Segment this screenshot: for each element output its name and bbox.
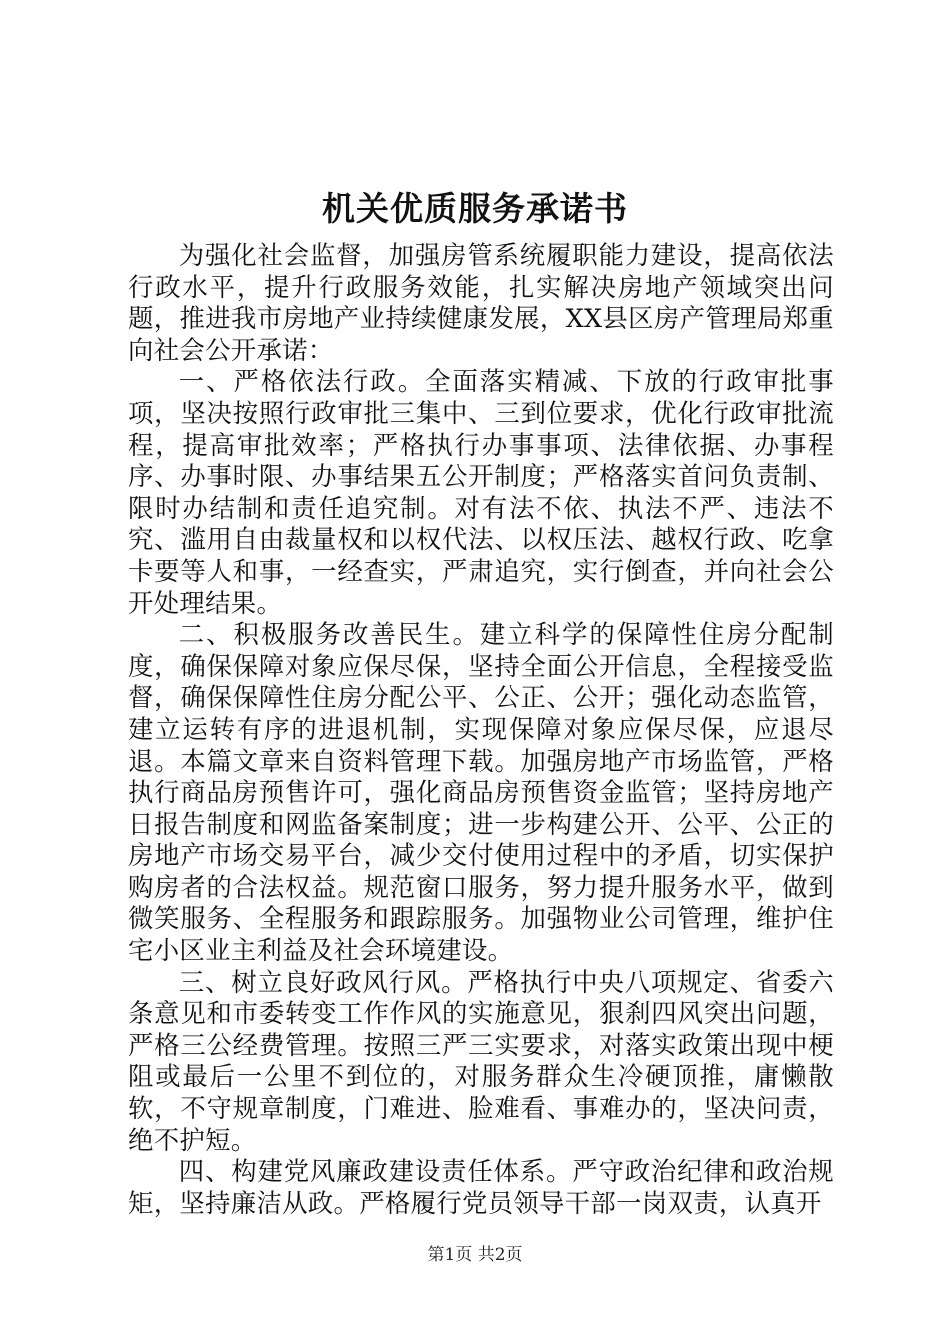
page-number: 第1页 共2页 bbox=[427, 1245, 523, 1265]
document-body bbox=[128, 240, 834, 1219]
paragraph-section-3: 三、树立良好政风行风。严格执行中央八项规定、省委六条意见和市委转变工作作风的实施意见，狠刹四风突出问题，严格三公经费管理。按照三严三实要求，对落实政策出现中梗阻或最后一公里不到位的，对服务群众生冷硬顶推，庸懒散软，不守规章制度，门难进、脸难看、事难办的，坚决问责，绝不护短。 bbox=[128, 966, 834, 1155]
paragraph-intro: 为强化社会监督，加强房管系统履职能力建设，提高依法行政水平，提升行政服务效能，扎实解决房地产领域突出问题，推进我市房地产业持续健康发展，XX县区房产管理局郑重向社会公开承诺： bbox=[128, 240, 834, 365]
paragraph-section-1: 一、严格依法行政。全面落实精减、下放的行政审批事项，坚决按照行政审批三集中、三到位要求，优化行政审批流程，提高审批效率；严格执行办事事项、法律依据、办事程序、办事时限、办事结果五公开制度；严格落实首问负责制、限时办结制和责任追究制。对有法不依、执法不严、违法不究、滥用自由裁量权和以权代法、以权压法、越权行政、吃拿卡要等人和事，一经查实，严肃追究，实行倒查，并向社会公开处理结果。 bbox=[128, 366, 834, 618]
paragraph-section-4: 四、构建党风廉政建设责任体系。严守政治纪律和政治规矩，坚持廉洁从政。严格履行党员领导干部一岗双责，认真开 bbox=[128, 1156, 834, 1218]
document-title: 机关优质服务承诺书 bbox=[322, 189, 628, 228]
paragraph-section-2: 二、积极服务改善民生。建立科学的保障性住房分配制度，确保保障对象应保尽保，坚持全面公开信息，全程接受监督，确保保障性住房分配公平、公正、公开；强化动态监管，建立运转有序的进退机制，实现保障对象应保尽保，应退尽退。本篇文章来自资料管理下载。加强房地产市场监管，严格执行商品房预售许可，强化商品房预售资金监管；坚持房地产日报告制度和网监备案制度；进一步构建公开、公平、公正的房地产市场交易平台，减少交付使用过程中的矛盾，切实保护购房者的合法权益。规范窗口服务，努力提升服务水平，做到微笑服务、全程服务和跟踪服务。加强物业公司管理，维护住宅小区业主利益及社会环境建设。 bbox=[128, 619, 834, 966]
